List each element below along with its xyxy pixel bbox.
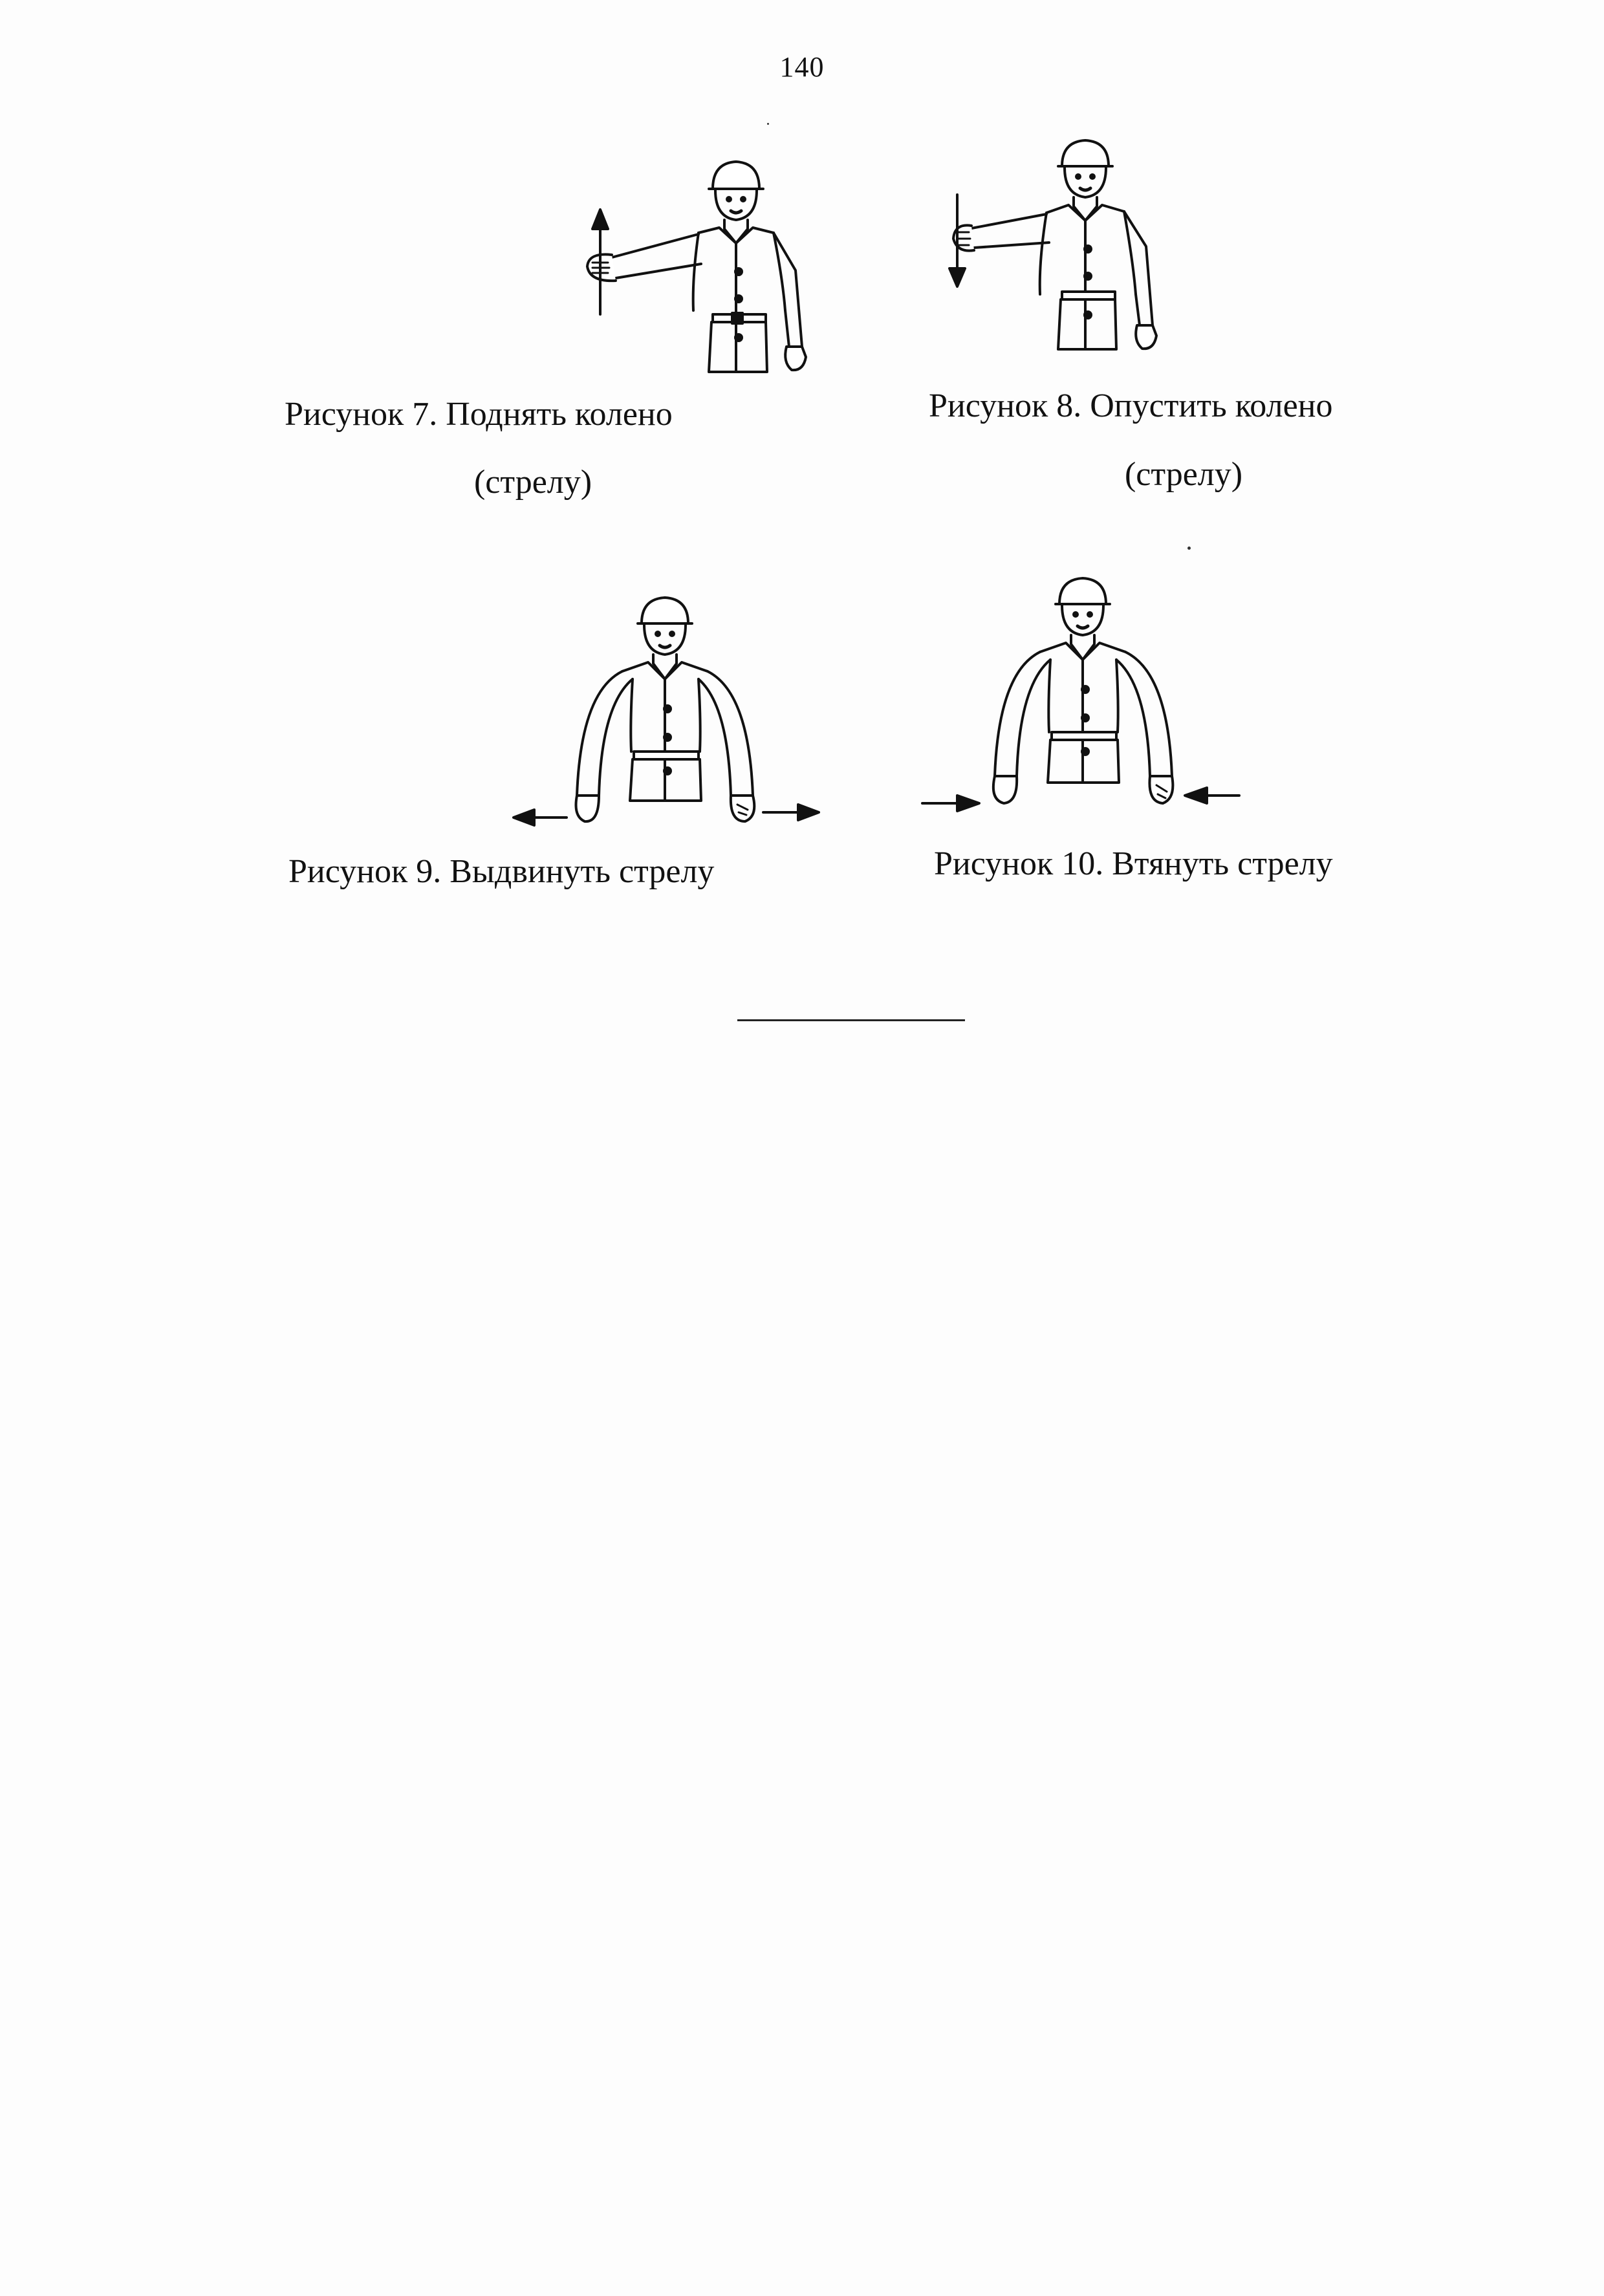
page-number: 140 — [779, 51, 825, 83]
figure-7-caption: Рисунок 7. Поднять колено — [285, 396, 673, 433]
extend-boom-signal-icon — [504, 582, 841, 841]
figure-10 — [912, 563, 1248, 821]
scan-speck — [1187, 547, 1191, 550]
figure-7-caption-line2: (стрелу) — [473, 464, 592, 501]
figure-9 — [504, 582, 841, 841]
end-rule — [737, 1019, 965, 1021]
retract-boom-signal-icon — [912, 563, 1248, 821]
lower-knee-signal-icon — [918, 133, 1177, 372]
figure-7 — [569, 149, 828, 388]
figure-10-caption: Рисунок 10. Втянуть стрелу — [934, 845, 1333, 882]
figure-8-caption-line2: (стрелу) — [1124, 456, 1243, 493]
figure-8-caption: Рисунок 8. Опустить колено — [929, 387, 1333, 424]
figure-8 — [918, 133, 1177, 372]
scan-speck — [767, 123, 769, 125]
figure-9-caption: Рисунок 9. Выдвинуть стрелу — [288, 853, 715, 890]
raise-knee-signal-icon — [569, 149, 828, 388]
